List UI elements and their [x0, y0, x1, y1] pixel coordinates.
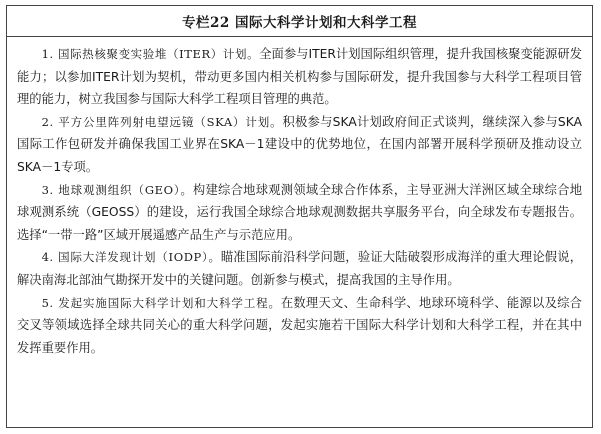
item-lead: 2. 平方公里阵列射电望远镜（SKA）计划。 [41, 114, 283, 129]
item-initiate [17, 292, 582, 360]
column-header [7, 6, 592, 37]
item-lead: 4. 国际大洋发现计划（IODP）。 [41, 250, 221, 265]
item-body: 积极参与SKA计划政府间正式谈判，继续深入参与SKA国际工作包研发并确保我国工业界在SKA－1建设中的优势地位，在国内部署开展科学预研及推动设立SKA－1专项。 [17, 114, 582, 174]
item-iodp [17, 246, 582, 291]
item-body: 瞄准国际前沿科学问题，验证大陆破裂形成海洋的重大理论假说，解决南海北部油气勘探开发中的关键问题。创新参与模式，提高我国的主导作用。 [17, 250, 582, 287]
item-geo [17, 179, 582, 247]
item-body: 全面参与ITER计划国际组织管理，提升我国核聚变能源研发能力；以参加ITER计划为契机，带动更多国内相关机构参与国际研发，提升我国参与大科学工程项目管理的能力，树立我国参与国际大科学工程项目管理的典范。 [17, 47, 582, 107]
item-body: 构建综合地球观测领域全球合作体系，主导亚洲大洋洲区域全球综合地球观测系统（GEOSS）的建设，运行我国全球综合地球观测数据共享服务平台，向全球发布专题报告。选择“一带一路”区域开展遥感产品生产与示范应用。 [17, 182, 582, 242]
item-ska [17, 111, 582, 179]
column-title: 专栏22 国际大科学计划和大科学工程 [182, 15, 417, 31]
item-iter [17, 43, 582, 111]
item-lead: 3. 地球观测组织（GEO）。 [41, 182, 193, 197]
item-body: 在数理天文、生命科学、地球环境科学、能源以及综合交叉等领域选择全球共同关心的重大科学问题，发起实施若干国际大科学计划和大科学工程，并在其中发挥重要作用。 [17, 295, 582, 355]
column-box [6, 5, 593, 428]
item-lead: 5. 发起实施国际大科学计划和大科学工程。 [41, 295, 281, 310]
item-lead: 1. 国际热核聚变实验堆（ITER）计划。 [41, 47, 260, 61]
column-body [7, 37, 592, 359]
